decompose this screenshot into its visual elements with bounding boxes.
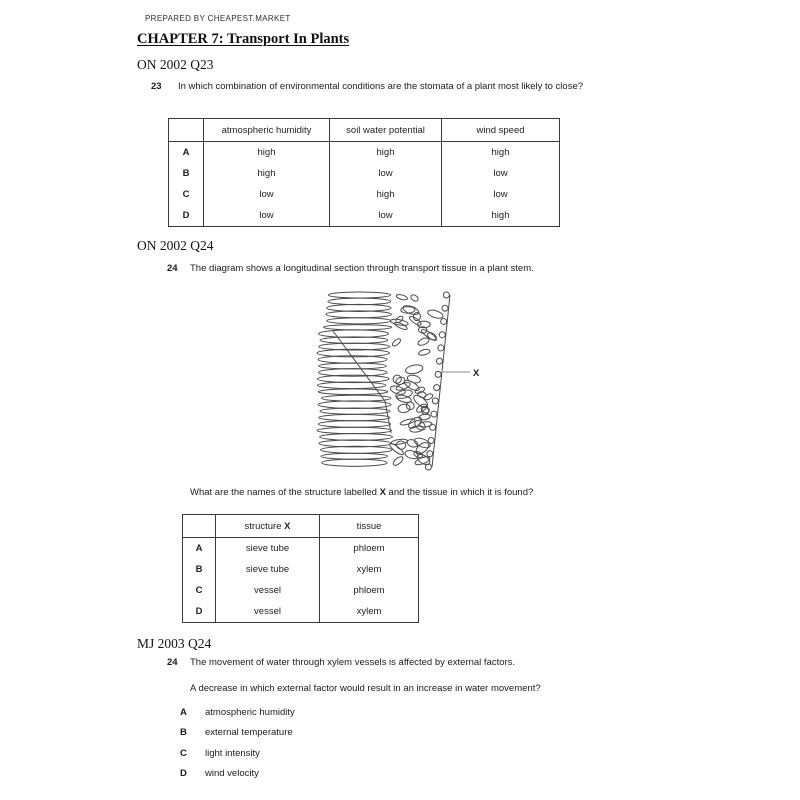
xylem-phloem-section-drawing	[317, 292, 470, 470]
table-cell: low	[442, 184, 560, 205]
table-row	[183, 559, 419, 580]
row-label: B	[169, 163, 204, 184]
option-letter: C	[180, 747, 187, 759]
table-cell: high	[204, 163, 330, 184]
question-number: 23	[151, 81, 162, 92]
chapter-title: CHAPTER 7: Transport In Plants	[137, 31, 350, 47]
question-number: 24	[167, 263, 178, 274]
table-cell: xylem	[320, 601, 419, 623]
table-cell: low	[330, 163, 442, 184]
structure-table	[182, 514, 419, 623]
table-row	[169, 184, 560, 205]
table-cell: high	[204, 142, 330, 164]
q23-source-heading: ON 2002 Q23	[137, 57, 214, 72]
prepared-by-note: PREPARED BY CHEAPEST.MARKET	[145, 14, 291, 23]
table-cell: sieve tube	[216, 559, 320, 580]
column-header-humidity: atmospheric humidity	[204, 119, 330, 142]
row-label: C	[169, 184, 204, 205]
option-text: wind velocity	[205, 768, 259, 780]
q24-sub-question	[190, 487, 533, 499]
mj2003-question2: A decrease in which external factor would result in an increase in water movement?	[190, 683, 541, 694]
table-cell: xylem	[320, 559, 419, 580]
option-row	[180, 727, 295, 747]
table-row	[183, 580, 419, 601]
table-row	[169, 163, 560, 184]
option-row	[180, 707, 295, 727]
row-label: C	[183, 580, 216, 601]
table-cell: phloem	[320, 538, 419, 560]
options-list	[180, 707, 295, 789]
corner-cell	[169, 119, 204, 142]
column-header-structure	[216, 515, 320, 538]
q24-source-heading: ON 2002 Q24	[137, 238, 214, 253]
table-cell: vessel	[216, 580, 320, 601]
plant-stem-diagram	[305, 287, 500, 473]
option-letter: D	[180, 768, 187, 780]
option-letter: A	[180, 707, 187, 718]
row-label: B	[183, 559, 216, 580]
table-header-row	[169, 119, 560, 142]
table-cell: low	[330, 205, 442, 227]
table-cell: high	[442, 205, 560, 227]
column-header-soil-water: soil water potential	[330, 119, 442, 142]
table-cell: vessel	[216, 601, 320, 623]
q23-question	[151, 81, 711, 93]
table-row	[183, 601, 419, 623]
table-cell: low	[442, 163, 560, 184]
column-header-wind-speed: wind speed	[442, 119, 560, 142]
sub-question-pre: What are the names of the structure labelled	[190, 487, 380, 498]
table-cell: high	[442, 142, 560, 164]
question-text: The diagram shows a longitudinal section through transport tissue in a plant stem.	[190, 263, 534, 274]
row-label: D	[183, 601, 216, 623]
corner-cell	[183, 515, 216, 538]
option-text: atmospheric humidity	[205, 707, 295, 718]
conditions-table	[168, 118, 560, 227]
table-cell: phloem	[320, 580, 419, 601]
option-row	[180, 748, 295, 768]
table-cell: high	[330, 142, 442, 164]
table-row	[183, 538, 419, 560]
table-row	[169, 205, 560, 227]
row-label: A	[169, 142, 204, 164]
option-text: external temperature	[205, 727, 293, 739]
table-cell: low	[204, 184, 330, 205]
sub-question-post: and the tissue in which it is found?	[385, 487, 534, 498]
option-letter: B	[180, 727, 187, 739]
structure-header-pre: structure	[244, 520, 285, 532]
mj2003-source-heading: MJ 2003 Q24	[137, 636, 212, 651]
table-row	[169, 142, 560, 164]
question-text: The movement of water through xylem vessels is affected by external factors.	[190, 657, 516, 668]
table-cell: sieve tube	[216, 538, 320, 560]
option-row	[180, 768, 295, 788]
q24-question	[167, 263, 747, 275]
option-text: light intensity	[205, 747, 260, 759]
question-number: 24	[167, 657, 178, 668]
diagram-x-label: X	[473, 368, 480, 379]
row-label: D	[169, 205, 204, 227]
row-label: A	[183, 538, 216, 560]
sub-question-x: X	[379, 487, 386, 498]
structure-header-x: X	[284, 520, 291, 532]
column-header-tissue: tissue	[320, 515, 419, 538]
table-header-row	[183, 515, 419, 538]
table-cell: high	[330, 184, 442, 205]
question-text: In which combination of environmental conditions are the stomata of a plant most likely to close?	[178, 81, 584, 92]
table-cell: low	[204, 205, 330, 227]
mj2003-question	[167, 657, 747, 669]
